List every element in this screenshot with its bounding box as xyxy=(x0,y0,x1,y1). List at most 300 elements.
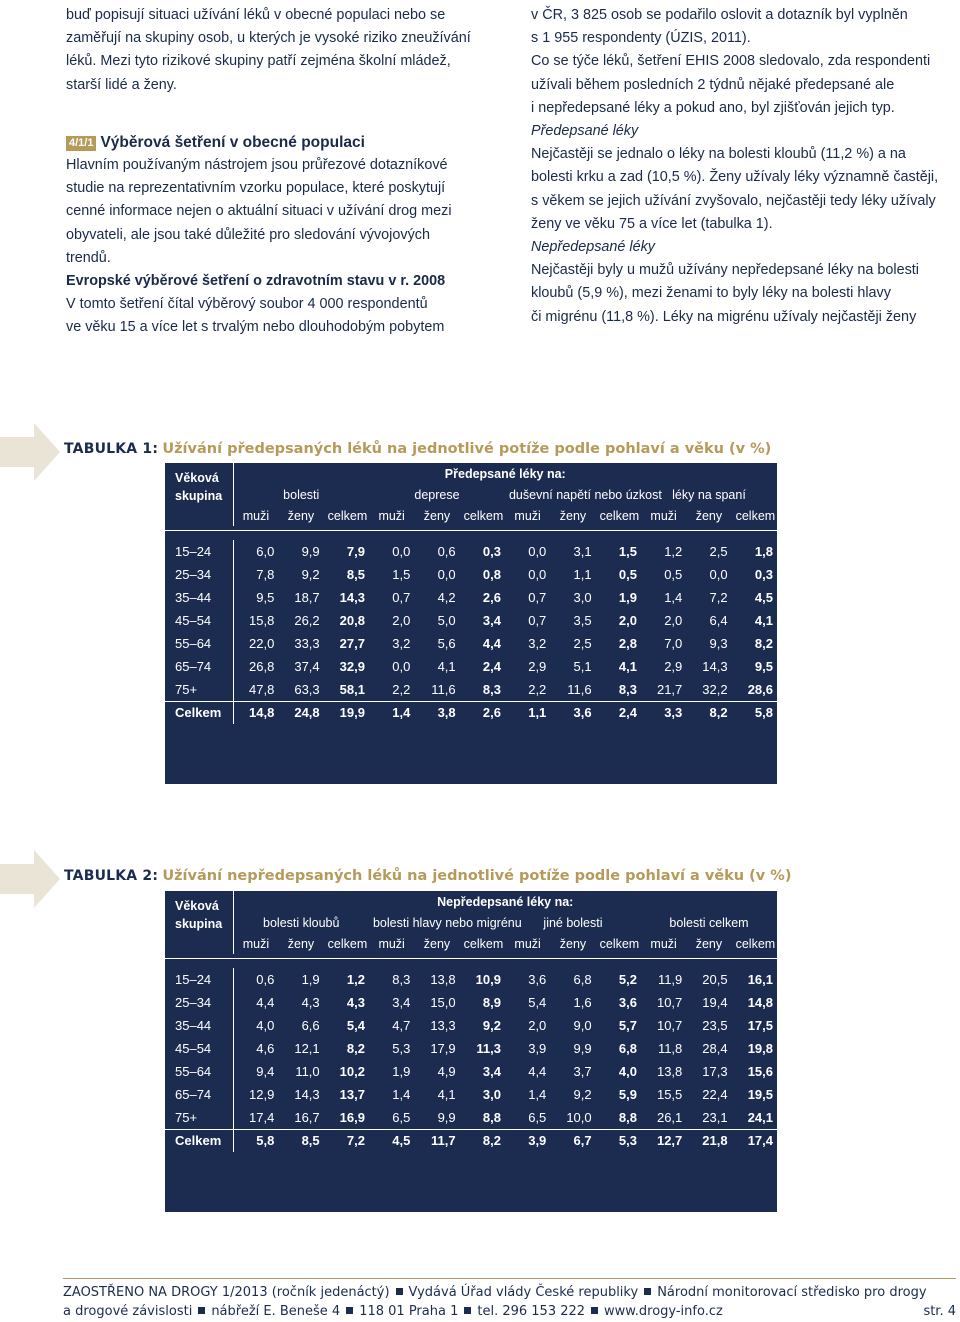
age-group-cell: 75+ xyxy=(175,1109,198,1125)
value-cell: 5,1 xyxy=(573,659,592,674)
value-cell: 3,0 xyxy=(573,590,592,605)
sub-header: ženy xyxy=(559,508,587,523)
sub-header: ženy xyxy=(287,936,315,951)
value-cell: 10,7 xyxy=(656,1018,683,1033)
age-group-cell: 65–74 xyxy=(175,659,212,674)
value-cell: 3,4 xyxy=(392,995,411,1010)
value-cell: 1,1 xyxy=(573,567,592,582)
value-cell: 19,8 xyxy=(747,1041,773,1056)
value-cell: 3,0 xyxy=(482,1087,501,1102)
value-cell: 8,3 xyxy=(392,972,411,987)
value-cell: 1,4 xyxy=(664,590,683,605)
value-cell: 63,3 xyxy=(294,681,320,697)
value-cell: 14,8 xyxy=(233,701,278,724)
value-cell: 12,7 xyxy=(641,1129,686,1152)
square-bullet-icon xyxy=(346,1307,353,1314)
value-cell: 2,0 xyxy=(528,1018,547,1033)
square-bullet-icon xyxy=(644,1288,651,1295)
value-cell: 13,7 xyxy=(339,1087,365,1102)
value-cell: 9,9 xyxy=(573,1041,592,1056)
age-group-cell: 35–44 xyxy=(175,590,212,605)
sub-header: muži xyxy=(233,933,278,954)
footer-line-1: ZAOSTŘENO NA DROGY 1/2013 (ročník jedenáctý) Vydává Úřad vlády České republiky Národní monitorovací středisko pro drogy xyxy=(63,1285,927,1300)
value-cell: 5,6 xyxy=(437,636,456,651)
square-bullet-icon xyxy=(464,1307,471,1314)
square-bullet-icon xyxy=(396,1288,403,1295)
age-group-cell: Celkem xyxy=(165,1129,233,1152)
value-cell: 28,4 xyxy=(702,1041,728,1056)
table1-caption xyxy=(64,440,771,457)
value-cell: 0,0 xyxy=(437,567,456,582)
footer-line-2: a drogové závislosti nábřeží E. Beneše 4 118 01 Praha 1 tel. 296 153 222 www.drogy-info.cz xyxy=(63,1304,723,1319)
subsection-paragraph: V tomto šetření čítal výběrový soubor 4 000 respondentů ve věku 15 a více let s trvalým nebo dlouhodobým pobytem xyxy=(66,296,445,336)
table-total-row xyxy=(165,701,777,724)
value-cell: 6,7 xyxy=(550,1129,595,1152)
page-number: str. 4 xyxy=(923,1304,956,1319)
value-cell: 4,2 xyxy=(437,590,456,605)
value-cell: 6,4 xyxy=(709,613,728,628)
value-cell: 8,2 xyxy=(460,1129,505,1152)
sub-header: celkem xyxy=(735,508,776,523)
value-cell: 19,4 xyxy=(702,995,728,1010)
value-cell: 4,1 xyxy=(754,613,773,628)
value-cell: 3,6 xyxy=(618,995,637,1010)
value-cell: 2,9 xyxy=(664,659,683,674)
nonprescribed-heading: Nepředepsané léky xyxy=(531,239,655,256)
group-header: bolesti xyxy=(233,484,369,505)
age-group-cell: 35–44 xyxy=(175,1018,212,1033)
sub-header: celkem xyxy=(463,936,504,951)
value-cell: 8,3 xyxy=(482,681,501,697)
sub-header: muži xyxy=(233,505,278,526)
value-cell: 26,8 xyxy=(233,655,278,678)
value-cell: 17,3 xyxy=(702,1064,728,1079)
value-cell: 6,5 xyxy=(392,1109,411,1125)
value-cell: 8,8 xyxy=(482,1109,501,1125)
value-cell: 13,8 xyxy=(430,972,456,987)
age-group-cell: 65–74 xyxy=(175,1087,212,1102)
value-cell: 11,6 xyxy=(567,681,592,697)
value-cell: 2,0 xyxy=(392,613,411,628)
sub-header: ženy xyxy=(695,508,723,523)
age-group-cell: 55–64 xyxy=(175,1064,212,1079)
table-row xyxy=(165,991,777,1014)
value-cell: 2,9 xyxy=(528,659,547,674)
value-cell: 0,5 xyxy=(618,567,637,582)
value-cell: 1,8 xyxy=(754,544,773,559)
value-cell: 10,7 xyxy=(656,995,683,1010)
value-cell: 1,4 xyxy=(369,701,414,724)
value-cell: 2,6 xyxy=(460,701,505,724)
sub-header: ženy xyxy=(695,936,723,951)
value-cell: 11,0 xyxy=(295,1064,320,1079)
table1 xyxy=(165,463,777,784)
value-cell: 8,9 xyxy=(482,995,501,1010)
value-cell: 21,7 xyxy=(656,681,683,697)
table2-title: Užívání nepředepsaných léků na jednotlivé potíže podle pohlaví a věku (v %) xyxy=(162,868,792,884)
value-cell: 15,0 xyxy=(430,995,456,1010)
value-cell: 9,3 xyxy=(709,636,728,651)
value-cell: 2,0 xyxy=(618,613,637,628)
square-bullet-icon xyxy=(198,1307,205,1314)
table-row xyxy=(165,1037,777,1060)
value-cell: 10,0 xyxy=(566,1109,592,1125)
value-cell: 1,6 xyxy=(573,995,592,1010)
value-cell: 5,0 xyxy=(437,613,456,628)
table1-title: Užívání předepsaných léků na jednotlivé potíže podle pohlaví a věku (v %) xyxy=(162,441,772,457)
website-link[interactable]: www.drogy-info.cz xyxy=(604,1304,723,1319)
group-header: bolesti hlavy nebo migrénu xyxy=(372,915,522,930)
value-cell: 8,2 xyxy=(686,701,731,724)
value-cell: 14,8 xyxy=(747,995,773,1010)
value-cell: 14,3 xyxy=(339,590,365,605)
value-cell: 5,8 xyxy=(233,1129,278,1152)
value-cell: 16,9 xyxy=(339,1109,365,1125)
value-cell: 0,7 xyxy=(528,613,547,628)
value-cell: 9,2 xyxy=(482,1018,501,1033)
value-cell: 8,5 xyxy=(278,1129,323,1152)
value-cell: 4,0 xyxy=(618,1064,637,1079)
value-cell: 7,2 xyxy=(324,1129,369,1152)
value-cell: 9,9 xyxy=(437,1109,456,1125)
value-cell: 0,3 xyxy=(754,567,773,582)
value-cell: 0,7 xyxy=(392,590,411,605)
value-cell: 58,1 xyxy=(339,681,365,697)
value-cell: 3,9 xyxy=(505,1129,550,1152)
value-cell: 0,5 xyxy=(664,567,683,582)
value-cell: 11,6 xyxy=(431,681,456,697)
value-cell: 12,9 xyxy=(233,1083,278,1106)
value-cell: 2,2 xyxy=(528,681,547,697)
value-cell: 4,1 xyxy=(618,659,637,674)
age-group-cell: 15–24 xyxy=(175,544,212,559)
value-cell: 13,8 xyxy=(656,1064,683,1079)
value-cell: 8,8 xyxy=(618,1109,637,1125)
value-cell: 23,5 xyxy=(702,1018,728,1033)
value-cell: 4,3 xyxy=(301,995,320,1010)
value-cell: 19,5 xyxy=(747,1087,773,1102)
sub-header: ženy xyxy=(287,508,315,523)
value-cell: 13,3 xyxy=(430,1018,456,1033)
value-cell: 0,0 xyxy=(528,567,547,582)
group-header: jiné bolesti xyxy=(543,915,603,930)
value-cell: 14,3 xyxy=(702,659,728,674)
table-row xyxy=(165,968,777,991)
sub-header: ženy xyxy=(423,508,451,523)
table2-caption xyxy=(64,867,791,884)
table-row xyxy=(165,678,777,701)
value-cell: 11,3 xyxy=(476,1041,501,1056)
value-cell: 3,1 xyxy=(573,544,592,559)
value-cell: 4,1 xyxy=(437,659,456,674)
value-cell: 0,0 xyxy=(392,544,411,559)
value-cell: 32,2 xyxy=(702,681,728,697)
value-cell: 2,4 xyxy=(596,701,641,724)
sub-header-row xyxy=(165,505,777,526)
sub-header: celkem xyxy=(463,508,504,523)
intro-paragraph-right: v ČR, 3 825 osob se podařilo oslovit a dotazník byl vyplněn s 1 955 respondenty (ÚZIS, 2011). Co se týče léků, šetření EHIS 2008 sledovalo, zda respondenti užívali během posledních 2 týdnů nějaké předepsané ale i nepředepsané léky a pokud ano, byl zjišťován jejich typ. xyxy=(531,7,931,116)
value-cell: 2,6 xyxy=(482,590,501,605)
table-row xyxy=(165,540,777,563)
value-cell: 0,8 xyxy=(482,567,501,582)
value-cell: 17,4 xyxy=(233,1106,278,1129)
sub-header: celkem xyxy=(327,508,368,523)
arrow-marker-icon xyxy=(0,850,60,908)
value-cell: 7,0 xyxy=(664,636,683,651)
value-cell: 6,8 xyxy=(573,972,592,987)
value-cell: 9,2 xyxy=(573,1087,592,1102)
value-cell: 5,7 xyxy=(618,1018,637,1033)
value-cell: 4,9 xyxy=(437,1064,456,1079)
age-group-cell: 45–54 xyxy=(175,613,212,628)
value-cell: 17,9 xyxy=(430,1041,456,1056)
value-cell: 11,7 xyxy=(414,1129,459,1152)
value-cell: 6,5 xyxy=(528,1109,547,1125)
table-total-row xyxy=(165,1129,777,1152)
sub-header: celkem xyxy=(599,508,640,523)
section-heading xyxy=(66,131,486,154)
value-cell: 5,2 xyxy=(618,972,637,987)
value-cell: 7,8 xyxy=(233,563,278,586)
sub-header: ženy xyxy=(559,936,587,951)
value-cell: 4,4 xyxy=(528,1064,547,1079)
value-cell: 0,0 xyxy=(392,659,411,674)
value-cell: 1,2 xyxy=(664,544,683,559)
table2-label: TABULKA 2: xyxy=(64,868,159,884)
value-cell: 10,2 xyxy=(339,1064,365,1079)
sub-header: ženy xyxy=(423,936,451,951)
value-cell: 8,3 xyxy=(618,681,637,697)
table-row xyxy=(165,1083,777,1106)
value-cell: 20,8 xyxy=(339,613,365,628)
value-cell: 1,4 xyxy=(528,1087,547,1102)
value-cell: 3,6 xyxy=(550,701,595,724)
table2 xyxy=(165,891,777,1212)
value-cell: 5,3 xyxy=(596,1129,641,1152)
left-text-column xyxy=(66,4,486,340)
value-cell: 6,8 xyxy=(618,1041,637,1056)
value-cell: 26,1 xyxy=(656,1109,683,1125)
footer-divider xyxy=(63,1278,956,1279)
age-group-header: Věková skupina xyxy=(175,471,223,503)
section-title: Výběrová šetření v obecné populaci xyxy=(100,133,365,151)
value-cell: 16,1 xyxy=(747,972,773,987)
value-cell: 27,7 xyxy=(339,636,365,651)
value-cell: 0,0 xyxy=(709,567,728,582)
value-cell: 1,2 xyxy=(346,972,365,987)
value-cell: 9,9 xyxy=(301,544,320,559)
value-cell: 2,2 xyxy=(392,681,411,697)
value-cell: 3,3 xyxy=(641,701,686,724)
nonprescribed-paragraph: Nejčastěji byly u mužů užívány nepředepsané léky na bolesti kloubů (5,9 %), mezi ženami to byly léky na bolesti hlavy či migrénu (11,8 %). Léky na migrénu užívaly nejčastěji ženy xyxy=(531,262,919,325)
prescribed-heading: Předepsané léky xyxy=(531,123,639,140)
sub-header: muži xyxy=(650,508,677,523)
value-cell: 33,3 xyxy=(294,636,320,651)
prescribed-paragraph: Nejčastěji se jednalo o léky na bolesti kloubů (11,2 %) a na bolesti krku a zad (10,5 %). Ženy užívaly léky významně častěji, s věkem se jejich užívání zvyšovalo, nejčastěji tedy léky užívaly ženy ve věku 75 a více let (tabulka 1). xyxy=(531,146,939,232)
age-group-cell: 55–64 xyxy=(175,636,212,651)
value-cell: 11,8 xyxy=(657,1041,683,1056)
value-cell: 2,5 xyxy=(709,544,728,559)
value-cell: 3,5 xyxy=(573,613,592,628)
value-cell: 1,9 xyxy=(392,1064,411,1079)
sub-header-row xyxy=(165,933,777,954)
value-cell: 2,8 xyxy=(618,636,637,651)
value-cell: 24,1 xyxy=(747,1109,773,1125)
table2-grid xyxy=(165,891,777,1152)
value-cell: 9,5 xyxy=(233,586,278,609)
value-cell: 1,9 xyxy=(618,590,637,605)
table1-body xyxy=(165,540,777,724)
section-number-badge: 4/1/1 xyxy=(66,136,96,151)
square-bullet-icon xyxy=(591,1307,598,1314)
value-cell: 15,8 xyxy=(233,609,278,632)
value-cell: 3,9 xyxy=(528,1041,547,1056)
value-cell: 0,6 xyxy=(233,968,278,991)
group-header: duševní napětí nebo úzkost xyxy=(508,487,662,502)
value-cell: 4,0 xyxy=(233,1014,278,1037)
section-paragraph: Hlavním používaným nástrojem jsou průřezové dotazníkové studie na reprezentativním vzorku populace, které poskytují cenné informace nejen o aktuální situaci v užívání drog mezi obyvateli, ale jsou také důležité pro sledování vývojových trendů. xyxy=(66,157,452,266)
value-cell: 0,6 xyxy=(437,544,456,559)
value-cell: 4,1 xyxy=(437,1087,456,1102)
value-cell: 1,4 xyxy=(392,1087,411,1102)
table-row xyxy=(165,655,777,678)
table-row xyxy=(165,1060,777,1083)
value-cell: 37,4 xyxy=(294,659,320,674)
value-cell: 5,4 xyxy=(528,995,547,1010)
group-header: léky na spaní xyxy=(672,487,746,502)
value-cell: 15,5 xyxy=(656,1087,683,1102)
value-cell: 0,3 xyxy=(482,544,501,559)
table-row xyxy=(165,563,777,586)
value-cell: 15,6 xyxy=(747,1064,773,1079)
group-header: bolesti kloubů xyxy=(233,912,369,933)
value-cell: 5,8 xyxy=(732,701,777,724)
table1-label: TABULKA 1: xyxy=(64,441,159,457)
value-cell: 16,7 xyxy=(294,1109,320,1125)
right-text-column xyxy=(531,4,951,329)
value-cell: 32,9 xyxy=(339,659,365,674)
super-header: Nepředepsané léky na: xyxy=(233,891,777,912)
page-footer xyxy=(63,1283,956,1321)
value-cell: 4,6 xyxy=(233,1037,278,1060)
value-cell: 18,7 xyxy=(294,590,320,605)
value-cell: 22,4 xyxy=(702,1087,728,1102)
value-cell: 1,9 xyxy=(301,972,320,987)
value-cell: 6,0 xyxy=(233,540,278,563)
value-cell: 12,1 xyxy=(294,1041,320,1056)
value-cell: 10,9 xyxy=(475,972,501,987)
value-cell: 4,3 xyxy=(346,995,365,1010)
table-row xyxy=(165,1106,777,1129)
age-group-header: Věková skupina xyxy=(175,899,223,931)
value-cell: 4,4 xyxy=(482,636,501,651)
value-cell: 6,6 xyxy=(301,1018,320,1033)
sub-header: muži xyxy=(514,508,541,523)
value-cell: 9,4 xyxy=(233,1060,278,1083)
age-group-cell: 75+ xyxy=(175,681,198,697)
value-cell: 4,5 xyxy=(754,590,773,605)
value-cell: 5,4 xyxy=(346,1018,365,1033)
value-cell: 5,3 xyxy=(392,1041,411,1056)
value-cell: 28,6 xyxy=(747,681,773,697)
sub-header: celkem xyxy=(599,936,640,951)
value-cell: 3,2 xyxy=(392,636,411,651)
value-cell: 4,4 xyxy=(233,991,278,1014)
arrow-marker-icon xyxy=(0,423,60,481)
super-header: Předepsané léky na: xyxy=(233,463,777,484)
value-cell: 3,2 xyxy=(528,636,547,651)
table2-body xyxy=(165,968,777,1152)
table-row xyxy=(165,1014,777,1037)
group-header: bolesti celkem xyxy=(669,915,749,930)
value-cell: 0,0 xyxy=(528,544,547,559)
age-group-cell: 15–24 xyxy=(175,972,212,987)
value-cell: 11,9 xyxy=(657,972,683,987)
value-cell: 7,2 xyxy=(709,590,728,605)
value-cell: 8,2 xyxy=(346,1041,365,1056)
table1-grid xyxy=(165,463,777,724)
sub-header: celkem xyxy=(327,936,368,951)
value-cell: 9,0 xyxy=(573,1018,592,1033)
value-cell: 0,7 xyxy=(528,590,547,605)
value-cell: 9,2 xyxy=(301,567,320,582)
value-cell: 22,0 xyxy=(233,632,278,655)
sub-header: muži xyxy=(378,936,405,951)
value-cell: 4,5 xyxy=(369,1129,414,1152)
value-cell: 20,5 xyxy=(702,972,728,987)
value-cell: 3,6 xyxy=(528,972,547,987)
value-cell: 4,7 xyxy=(392,1018,411,1033)
sub-header: muži xyxy=(514,936,541,951)
age-group-cell: Celkem xyxy=(165,701,233,724)
value-cell: 14,3 xyxy=(294,1087,320,1102)
value-cell: 26,2 xyxy=(294,613,320,628)
value-cell: 47,8 xyxy=(233,678,278,701)
sub-header: muži xyxy=(378,508,405,523)
table-row xyxy=(165,609,777,632)
value-cell: 2,5 xyxy=(573,636,592,651)
table-row xyxy=(165,632,777,655)
value-cell: 8,5 xyxy=(346,567,365,582)
value-cell: 17,5 xyxy=(747,1018,773,1033)
age-group-cell: 25–34 xyxy=(175,995,212,1010)
age-group-cell: 25–34 xyxy=(175,567,212,582)
value-cell: 1,5 xyxy=(392,567,411,582)
value-cell: 23,1 xyxy=(702,1109,728,1125)
value-cell: 9,5 xyxy=(754,659,773,674)
value-cell: 7,9 xyxy=(346,544,365,559)
value-cell: 1,5 xyxy=(618,544,637,559)
value-cell: 3,7 xyxy=(573,1064,592,1079)
value-cell: 3,4 xyxy=(482,1064,501,1079)
sub-header: muži xyxy=(650,936,677,951)
value-cell: 17,4 xyxy=(732,1129,777,1152)
value-cell: 2,4 xyxy=(482,659,501,674)
table-row xyxy=(165,586,777,609)
sub-header: celkem xyxy=(735,936,776,951)
value-cell: 1,1 xyxy=(505,701,550,724)
value-cell: 5,9 xyxy=(618,1087,637,1102)
value-cell: 3,4 xyxy=(482,613,501,628)
group-header: deprese xyxy=(414,487,460,502)
value-cell: 2,0 xyxy=(664,613,683,628)
value-cell: 21,8 xyxy=(686,1129,731,1152)
intro-paragraph: buď popisují situaci užívání léků v obecné populaci nebo se zaměřují na skupiny osob, u kterých je vysoké riziko zneužívání léků. Mezi tyto rizikové skupiny patří zejména školní mládež, starší lidé a ženy. xyxy=(66,7,471,93)
value-cell: 24,8 xyxy=(278,701,323,724)
value-cell: 3,8 xyxy=(414,701,459,724)
value-cell: 8,2 xyxy=(754,636,773,651)
value-cell: 19,9 xyxy=(324,701,369,724)
